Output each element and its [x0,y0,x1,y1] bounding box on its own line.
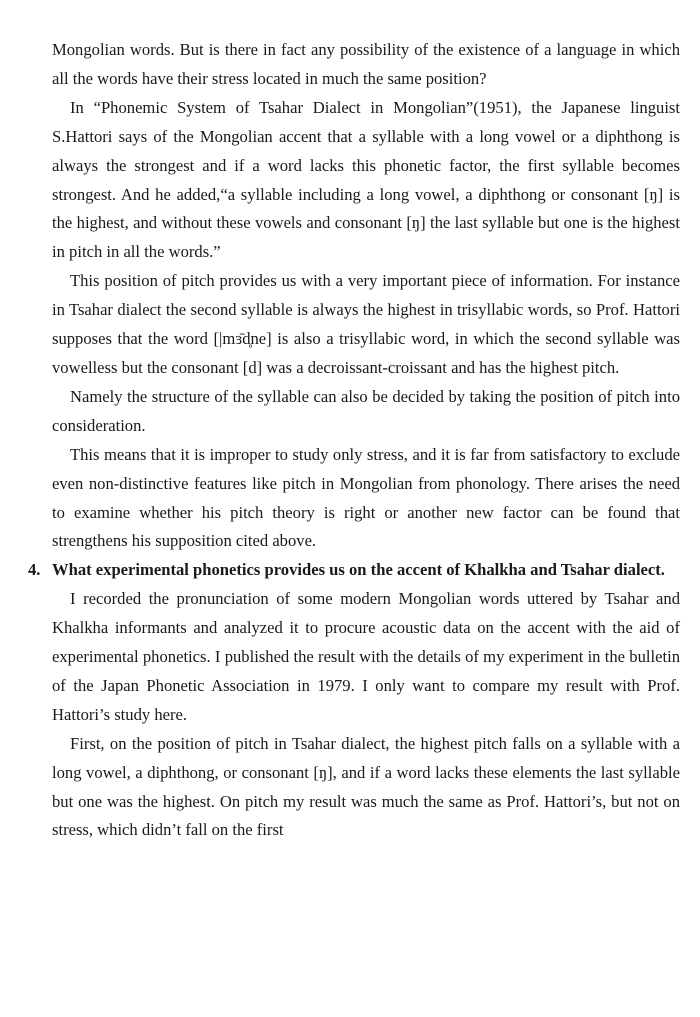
paragraphs-after [52,585,680,845]
paragraph: Namely the structure of the syllable can also be decided by taking the position of pitch into consideration. [52,386,680,435]
section-title: What experimental phonetics provides us on the accent of Khalkha and Tsahar dialect. [52,560,665,580]
paragraph: First, on the position of pitch in Tsahar dialect, the highest pitch falls on a syllable with a long vowel, a diphthong, or consonant [ŋ], and if a word lacks these elements the last syllable but one was the highest. On pitch my result was much the same as Prof. Hattori’s, but not on stress, which didn’t fall on the first [52,733,680,840]
paragraphs-before [52,36,680,556]
section-number: 4. [28,560,41,580]
paragraph: I recorded the pronunciation of some modern Mongolian words uttered by Tsahar and Khalkha informants and analyzed it to procure acoustic data on the accent with the aid of experimental phonetics. I published the result with the details of my experiment in the bulletin of the Japan Phonetic Association in 1979. I only want to compare my result with Prof. Hattori’s study here. [52,589,680,724]
paragraph: Mongolian words. But is there in fact any possibility of the existence of a language in which all the words have their stress located in much the same position? [52,40,680,88]
page-body [28,36,680,845]
paragraph: This position of pitch provides us with a very important piece of information. For instance in Tsahar dialect the second syllable is always the highest in trisyllabic words, so Prof. Hattori supposes that the word [|mɜ̄d̥ne] is also a trisyllabic word, in which the second syllable was vowelless but the consonant [d] was a decroissant-croissant and has the highest pitch. [52,271,680,377]
paragraph: This means that it is improper to study only stress, and it is far from satisfactory to exclude even non-distinctive features like pitch in Mongolian from phonology. There arises the need to examine whether his pitch theory is right or another new factor can be found that strengthens his supposition cited above. [52,444,680,551]
paragraph: In “Phonemic System of Tsahar Dialect in Mongolian”(1951), the Japanese linguist S.Hattori says of the Mongolian accent that a syllable with a long vowel or a diphthong is always the strongest and if a word lacks this phonetic factor, the first syllable becomes strongest. And he added,“a syllable including a long vowel, a diphthong or consonant [ŋ] is the highest, and without these vowels and consonant [ŋ] the last syllable but one is the highest in pitch in all the words.” [52,97,680,262]
section-heading [28,556,680,585]
